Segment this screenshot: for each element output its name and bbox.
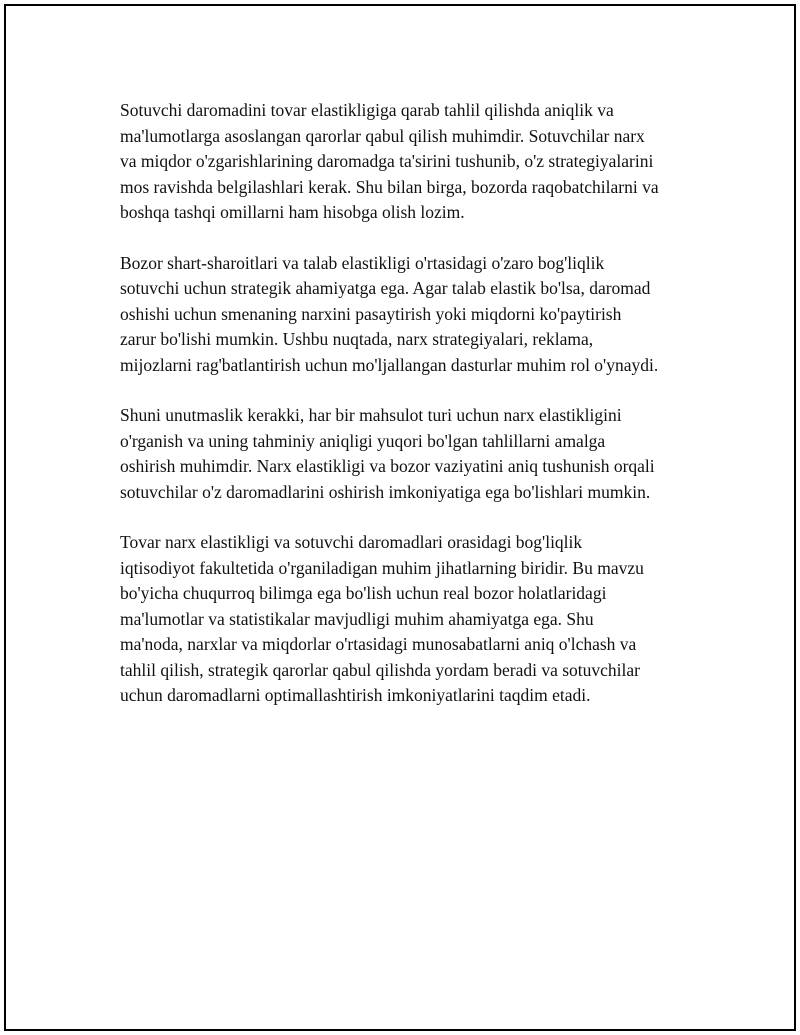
paragraph-2 — [120, 251, 705, 379]
text-line: bo'yicha chuqurroq bilimga ega bo'lish uchun real bozor holatlaridagi — [120, 583, 607, 603]
text-line: ma'noda, narxlar va miqdorlar o'rtasidagi munosabatlarni aniq o'lchash va — [120, 634, 637, 654]
text-line: ma'lumotlar va statistikalar mavjudligi muhim ahamiyatga ega. Shu — [120, 608, 594, 629]
paragraph-1 — [120, 98, 705, 226]
text-line: mos ravishda belgilashlari kerak. Shu bilan birga, bozorda raqobatchilarni va — [120, 176, 659, 197]
text-line: oshirish muhimdir. Narx elastikligi va bozor vaziyatini aniq tushunish orqali — [120, 456, 655, 476]
text-line: iqtisodiyot fakultetida o'rganiladigan muhim jihatlarning biridir. Bu mavzu — [120, 557, 644, 578]
text-line: Sotuvchi daromadini tovar elastikligiga qarab tahlil qilishda aniqlik va — [120, 100, 614, 120]
paragraph-4 — [120, 530, 705, 709]
text-line: uchun daromadlarni optimallashtirish imkoniyatlarini taqdim etadi. — [120, 685, 591, 705]
text-line: Shuni unutmaslik kerakki, har bir mahsulot turi uchun narx elastikligini — [120, 405, 622, 425]
paragraph-3 — [120, 403, 705, 505]
text-line: zarur bo'lishi mumkin. Ushbu nuqtada, narx strategiyalari, reklama, — [120, 329, 594, 349]
text-line: Bozor shart-sharoitlari va talab elastikligi o'rtasidagi o'zaro bog'liqlik — [120, 252, 605, 273]
text-line: oshishi uchun smenaning narxini pasaytirish yoki miqdorni ko'paytirish — [120, 303, 622, 324]
text-line: o'rganish va uning tahminiy aniqligi yuqori bo'lgan tahlillarni amalga — [120, 430, 606, 451]
text-line: sotuvchilar o'z daromadlarini oshirish imkoniyatiga ega bo'lishlari mumkin. — [120, 481, 651, 502]
text-line: Tovar narx elastikligi va sotuvchi daromadlari orasidagi bog'liqlik — [120, 532, 583, 552]
text-line: boshqa tashqi omillarni ham hisobga olish lozim. — [120, 202, 465, 222]
text-line: ma'lumotlarga asoslangan qarorlar qabul qilish muhimdir. Sotuvchilar narx — [120, 125, 645, 146]
page-frame — [4, 4, 796, 1031]
document-body — [120, 98, 705, 734]
text-line: va miqdor o'zgarishlarining daromadga ta'sirini tushunib, o'z strategiyalarini — [120, 151, 654, 171]
text-line: sotuvchi uchun strategik ahamiyatga ega. Agar talab elastik bo'lsa, daromad — [120, 278, 651, 298]
text-line: tahlil qilish, strategik qarorlar qabul qilishda yordam beradi va sotuvchilar — [120, 659, 641, 680]
text-line: mijozlarni rag'batlantirish uchun mo'ljallangan dasturlar muhim rol o'ynaydi. — [120, 354, 659, 375]
